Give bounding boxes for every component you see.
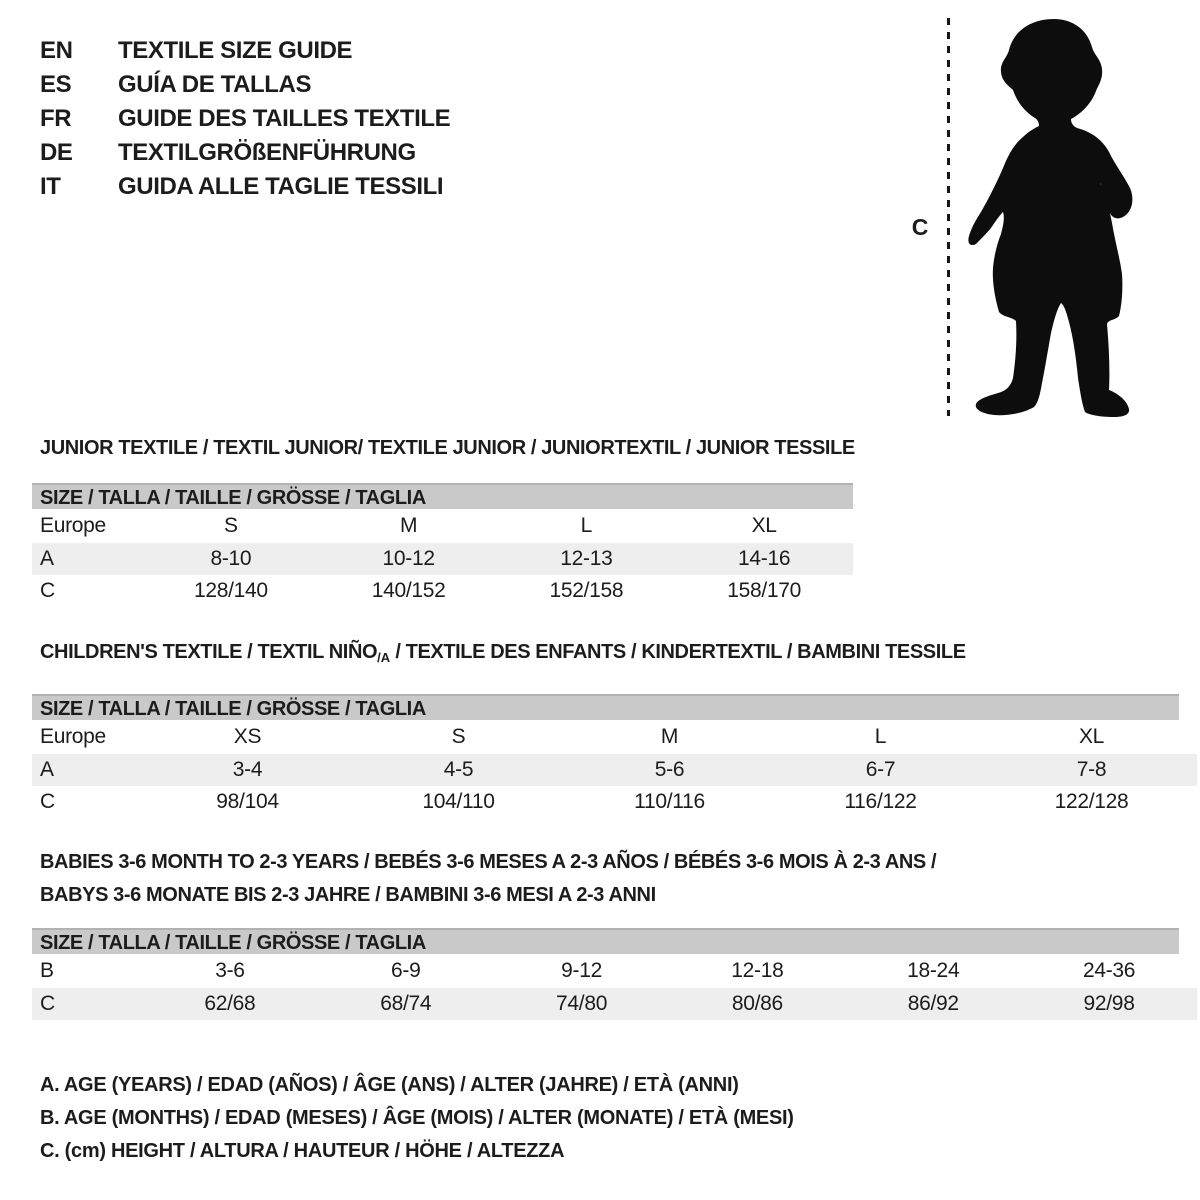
- lang-row-en: [40, 34, 450, 68]
- table-cell: 128/140: [193, 579, 268, 602]
- table-cell: S: [451, 725, 466, 748]
- table-row: [32, 754, 1197, 786]
- lang-label: GUÍA DE TALLAS: [118, 71, 312, 98]
- junior-size-header-bar: SIZE / TALLA / TAILLE / GRÖSSE / TAGLIA: [32, 483, 853, 509]
- table-row: [32, 509, 853, 543]
- lang-row-de: [40, 136, 450, 170]
- table-cell: XS: [233, 725, 262, 748]
- table-cell: 18-24: [907, 959, 960, 982]
- table-cell: L: [874, 725, 887, 748]
- table-row: [32, 543, 853, 575]
- height-measure-label: C: [911, 214, 929, 240]
- lang-code: IT: [40, 173, 61, 200]
- lang-row-fr: [40, 102, 450, 136]
- junior-section-title: JUNIOR TEXTILE / TEXTIL JUNIOR/ TEXTILE JUNIOR / JUNIORTEXTIL / JUNIOR TESSILE: [40, 437, 855, 459]
- babies-section-title-line2: BABYS 3-6 MONATE BIS 2-3 JAHRE / BAMBINI 3-6 MESI A 2-3 ANNI: [40, 884, 656, 906]
- table-cell: 5-6: [654, 758, 685, 781]
- table-cell: M: [400, 514, 418, 537]
- children-title-prefix: CHILDREN'S TEXTILE / TEXTIL NIÑO: [40, 641, 378, 663]
- lang-code: FR: [40, 105, 72, 132]
- row-label-cell: C: [40, 992, 55, 1015]
- row-label-cell: C: [40, 579, 55, 602]
- children-table: [32, 694, 1197, 818]
- table-cell: 7-8: [1076, 758, 1107, 781]
- lang-code: DE: [40, 139, 73, 166]
- children-size-header-bar: SIZE / TALLA / TAILLE / GRÖSSE / TAGLIA: [32, 694, 1179, 720]
- table-cell: 74/80: [556, 992, 608, 1015]
- table-row: [32, 988, 1197, 1020]
- table-cell: 8-10: [210, 547, 252, 570]
- table-cell: 3-4: [232, 758, 263, 781]
- table-cell: 9-12: [561, 959, 602, 982]
- table-cell: 12-13: [560, 547, 613, 570]
- babies-section-title-line1: BABIES 3-6 MONTH TO 2-3 YEARS / BEBÉS 3-6 MESES A 2-3 AÑOS / BÉBÉS 3-6 MOIS À 2-3 ANS /: [40, 851, 937, 873]
- table-cell: 104/110: [422, 790, 495, 813]
- table-cell: 3-6: [215, 959, 245, 982]
- row-label-cell: A: [40, 758, 54, 781]
- table-cell: XL: [751, 514, 777, 537]
- table-cell: 110/116: [634, 790, 705, 813]
- table-cell: 152/158: [549, 579, 624, 602]
- table-cell: 98/104: [216, 790, 279, 813]
- table-row: [32, 575, 853, 607]
- lang-label: TEXTILGRÖßENFÜHRUNG: [118, 139, 416, 166]
- lang-code: EN: [40, 37, 73, 64]
- table-cell: 62/68: [204, 992, 256, 1015]
- table-cell: 80/86: [731, 992, 783, 1015]
- lang-label: GUIDE DES TAILLES TEXTILE: [118, 105, 451, 132]
- height-measure-dashed-line: [947, 18, 950, 416]
- table-cell: 68/74: [380, 992, 432, 1015]
- lang-row-it: [40, 170, 450, 204]
- table-cell: 4-5: [443, 758, 474, 781]
- legend-line-height: C. (cm) HEIGHT / ALTURA / HAUTEUR / HÖHE / ALTEZZA: [40, 1140, 565, 1162]
- table-row: [32, 954, 1197, 988]
- toddler-silhouette-icon: [966, 17, 1136, 417]
- babies-size-header-bar: SIZE / TALLA / TAILLE / GRÖSSE / TAGLIA: [32, 928, 1179, 954]
- table-cell: 12-18: [731, 959, 784, 982]
- table-cell: 6-9: [391, 959, 421, 982]
- table-cell: 122/128: [1054, 790, 1129, 813]
- babies-table: [32, 928, 1197, 1020]
- table-row: [32, 720, 1197, 754]
- table-cell: 14-16: [738, 547, 791, 570]
- junior-table: [32, 483, 853, 607]
- table-cell: M: [660, 725, 679, 748]
- lang-label: TEXTILE SIZE GUIDE: [118, 37, 353, 64]
- table-cell: 86/92: [907, 992, 959, 1015]
- table-cell: 6-7: [865, 758, 896, 781]
- row-label-cell: Europe: [40, 725, 106, 748]
- children-title-subscript: /A: [377, 650, 391, 665]
- table-cell: S: [224, 514, 238, 537]
- table-cell: 116/122: [844, 790, 917, 813]
- table-cell: L: [580, 514, 593, 537]
- table-cell: 24-36: [1082, 959, 1136, 982]
- lang-code: ES: [40, 71, 72, 98]
- row-label-cell: Europe: [40, 514, 106, 537]
- children-title-suffix: / TEXTILE DES ENFANTS / KINDERTEXTIL / BAMBINI TESSILE: [390, 641, 966, 663]
- table-cell: 10-12: [382, 547, 435, 570]
- children-section-title: [40, 640, 966, 670]
- table-cell: 158/170: [727, 579, 802, 602]
- table-cell: 92/98: [1083, 992, 1135, 1015]
- table-row: [32, 786, 1197, 818]
- legend-line-age-months: B. AGE (MONTHS) / EDAD (MESES) / ÂGE (MOIS) / ALTER (MONATE) / ETÀ (MESI): [40, 1107, 794, 1129]
- legend-line-age-years: A. AGE (YEARS) / EDAD (AÑOS) / ÂGE (ANS) / ALTER (JAHRE) / ETÀ (ANNI): [40, 1074, 739, 1096]
- table-cell: 140/152: [371, 579, 446, 602]
- lang-row-es: [40, 68, 450, 102]
- row-label-cell: A: [40, 547, 54, 570]
- row-label-cell: B: [40, 959, 54, 982]
- table-cell: XL: [1078, 725, 1105, 748]
- language-header: [40, 34, 450, 204]
- lang-label: GUIDA ALLE TAGLIE TESSILI: [118, 173, 444, 200]
- row-label-cell: C: [40, 790, 55, 813]
